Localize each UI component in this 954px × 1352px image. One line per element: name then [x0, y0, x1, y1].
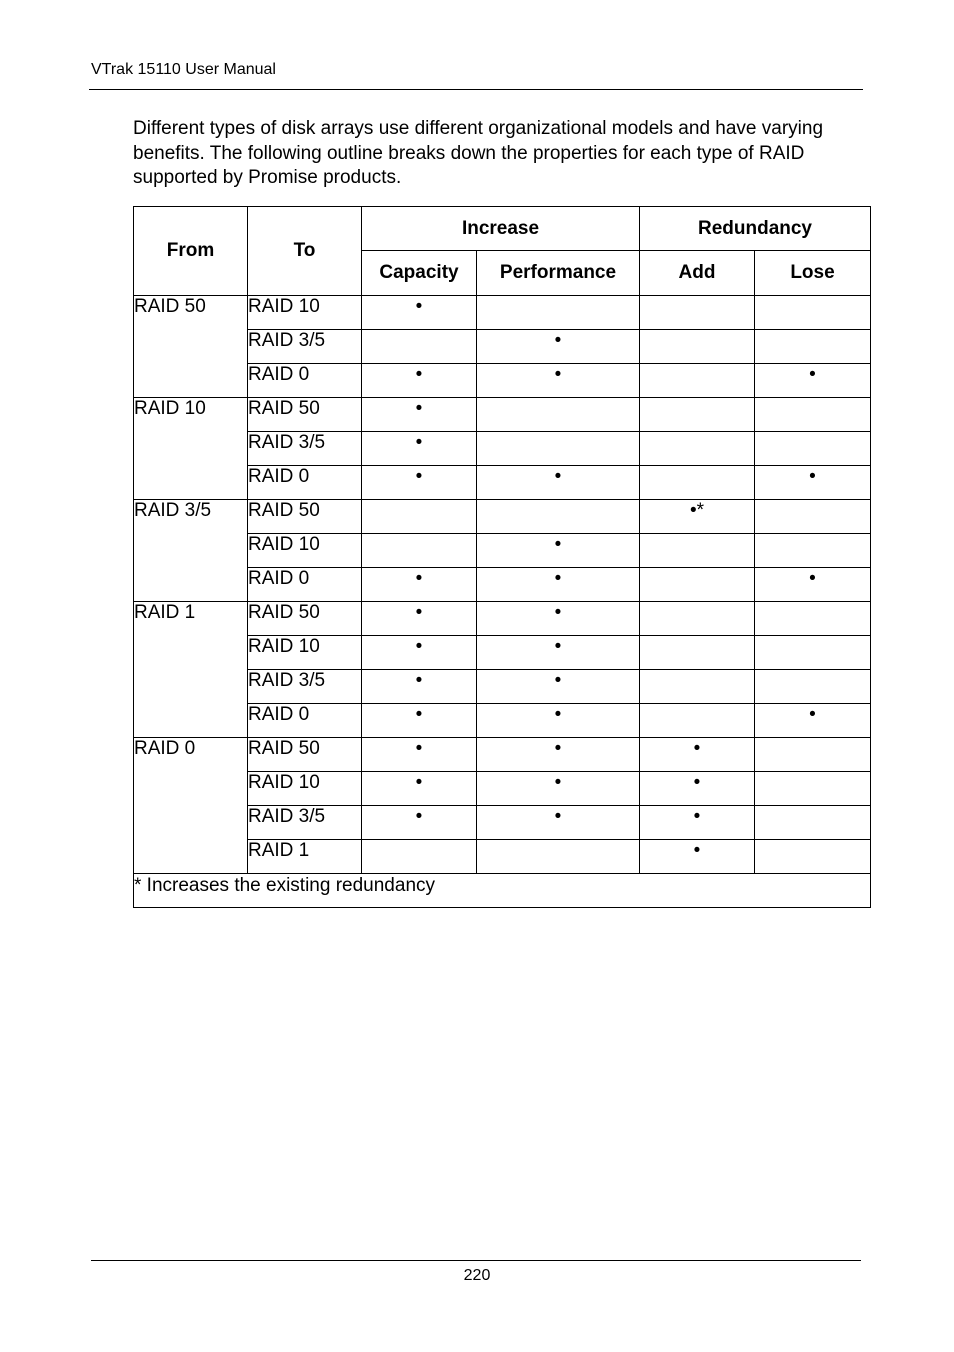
to-cell: RAID 10 — [248, 534, 362, 568]
redundancy-header: Redundancy — [640, 207, 871, 251]
add-cell — [640, 704, 755, 738]
add-cell — [640, 636, 755, 670]
lose-header: Lose — [755, 251, 871, 296]
lose-cell — [755, 534, 871, 568]
capacity-cell: • — [362, 602, 477, 636]
to-cell: RAID 3/5 — [248, 806, 362, 840]
performance-cell: • — [477, 602, 640, 636]
capacity-cell: • — [362, 466, 477, 500]
add-cell — [640, 602, 755, 636]
table-row — [134, 398, 871, 432]
performance-cell — [477, 398, 640, 432]
add-header: Add — [640, 251, 755, 296]
performance-header: Performance — [477, 251, 640, 296]
lose-cell: • — [755, 364, 871, 398]
table-row — [134, 500, 871, 534]
add-cell — [640, 364, 755, 398]
lose-cell — [755, 670, 871, 704]
to-header: To — [248, 207, 362, 296]
lose-cell — [755, 636, 871, 670]
add-cell — [640, 398, 755, 432]
from-cell: RAID 1 — [134, 602, 248, 738]
to-cell: RAID 0 — [248, 466, 362, 500]
raid-migration-table — [133, 206, 871, 908]
from-cell: RAID 0 — [134, 738, 248, 874]
performance-cell: • — [477, 364, 640, 398]
from-cell: RAID 50 — [134, 296, 248, 398]
add-cell: • — [640, 806, 755, 840]
to-cell: RAID 50 — [248, 602, 362, 636]
to-cell: RAID 0 — [248, 704, 362, 738]
to-cell: RAID 0 — [248, 364, 362, 398]
lose-cell — [755, 772, 871, 806]
capacity-cell: • — [362, 704, 477, 738]
performance-cell: • — [477, 534, 640, 568]
capacity-cell: • — [362, 806, 477, 840]
lose-cell — [755, 500, 871, 534]
performance-cell — [477, 432, 640, 466]
add-cell — [640, 466, 755, 500]
lose-cell — [755, 806, 871, 840]
from-cell: RAID 10 — [134, 398, 248, 500]
performance-cell — [477, 500, 640, 534]
performance-cell: • — [477, 738, 640, 772]
capacity-cell: • — [362, 738, 477, 772]
capacity-cell — [362, 500, 477, 534]
to-cell: RAID 0 — [248, 568, 362, 602]
performance-cell — [477, 296, 640, 330]
lose-cell — [755, 602, 871, 636]
increase-header: Increase — [362, 207, 640, 251]
to-cell: RAID 10 — [248, 296, 362, 330]
from-header: From — [134, 207, 248, 296]
capacity-cell: • — [362, 398, 477, 432]
add-cell — [640, 568, 755, 602]
lose-cell — [755, 738, 871, 772]
lose-cell: • — [755, 704, 871, 738]
performance-cell: • — [477, 772, 640, 806]
add-cell: • — [640, 738, 755, 772]
capacity-cell: • — [362, 670, 477, 704]
capacity-header: Capacity — [362, 251, 477, 296]
table-row — [134, 738, 871, 772]
capacity-cell: • — [362, 432, 477, 466]
capacity-cell: • — [362, 364, 477, 398]
capacity-cell: • — [362, 636, 477, 670]
add-cell — [640, 296, 755, 330]
lose-cell — [755, 398, 871, 432]
add-cell: • — [640, 840, 755, 874]
lose-cell: • — [755, 466, 871, 500]
add-cell — [640, 534, 755, 568]
performance-cell: • — [477, 806, 640, 840]
to-cell: RAID 3/5 — [248, 432, 362, 466]
lose-cell — [755, 432, 871, 466]
performance-cell — [477, 840, 640, 874]
lose-cell: • — [755, 568, 871, 602]
lose-cell — [755, 296, 871, 330]
header-divider — [89, 89, 863, 90]
add-cell — [640, 330, 755, 364]
capacity-cell — [362, 534, 477, 568]
capacity-cell: • — [362, 296, 477, 330]
performance-cell: • — [477, 330, 640, 364]
capacity-cell — [362, 330, 477, 364]
running-header: VTrak 15110 User Manual — [91, 61, 276, 78]
add-cell: • — [640, 772, 755, 806]
performance-cell: • — [477, 704, 640, 738]
to-cell: RAID 3/5 — [248, 330, 362, 364]
intro-paragraph: Different types of disk arrays use different organizational models and have varying benefits. The following outline breaks down the properties for each type of RAID supported by Promise products. — [133, 118, 824, 188]
performance-cell: • — [477, 636, 640, 670]
lose-cell — [755, 330, 871, 364]
page-number: 220 — [463, 1267, 491, 1284]
table-body — [134, 296, 871, 874]
table-row — [134, 602, 871, 636]
capacity-cell: • — [362, 568, 477, 602]
to-cell: RAID 50 — [248, 500, 362, 534]
to-cell: RAID 50 — [248, 738, 362, 772]
to-cell: RAID 1 — [248, 840, 362, 874]
to-cell: RAID 10 — [248, 636, 362, 670]
footer-divider — [91, 1260, 861, 1261]
capacity-cell: • — [362, 772, 477, 806]
from-cell: RAID 3/5 — [134, 500, 248, 602]
table-row — [134, 296, 871, 330]
performance-cell: • — [477, 568, 640, 602]
to-cell: RAID 10 — [248, 772, 362, 806]
performance-cell: • — [477, 466, 640, 500]
add-cell: •* — [640, 500, 755, 534]
to-cell: RAID 50 — [248, 398, 362, 432]
table-footnote: * Increases the existing redundancy — [134, 874, 871, 908]
lose-cell — [755, 840, 871, 874]
add-cell — [640, 670, 755, 704]
add-cell — [640, 432, 755, 466]
to-cell: RAID 3/5 — [248, 670, 362, 704]
capacity-cell — [362, 840, 477, 874]
performance-cell: • — [477, 670, 640, 704]
